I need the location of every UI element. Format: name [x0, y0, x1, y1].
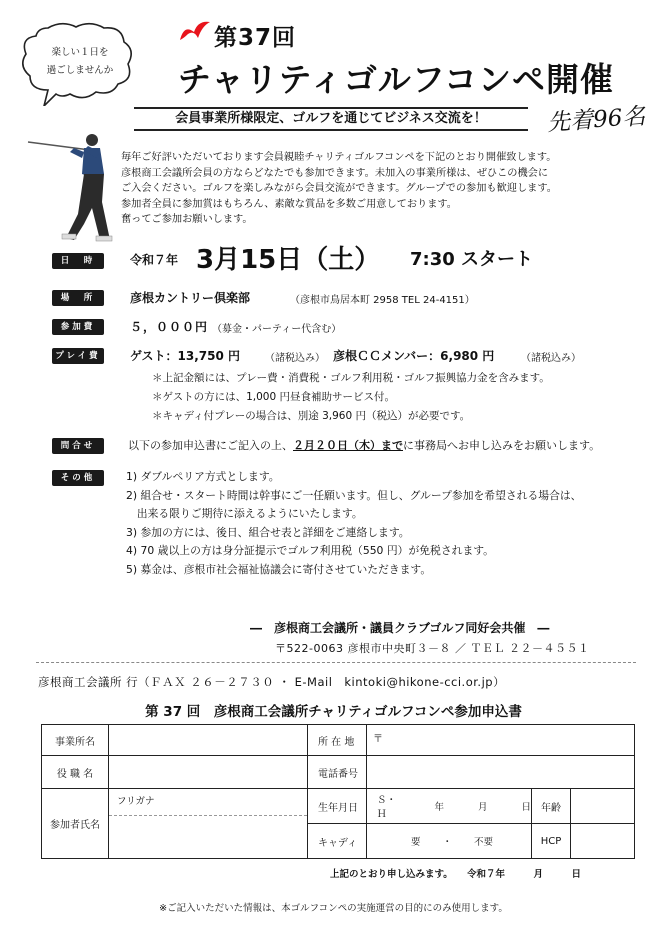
event-ordinal: 第37回 [214, 25, 297, 51]
capacity-label: 先着96名 [546, 103, 647, 137]
label-date: 日 時 [52, 253, 104, 269]
phone-label: 電話番号 [307, 755, 367, 789]
event-date: 3月15日（土） [196, 245, 381, 275]
caddie-field[interactable] [366, 823, 532, 859]
fee-amount: ５，０００円 [130, 320, 209, 334]
play-member-price: 彦根ＣＣメンバー：6,980 円 [333, 349, 495, 363]
birthday-label: 生年月日 [307, 788, 367, 824]
inquiry-after: に事務局へお申し込みをお願いします。 [403, 439, 601, 452]
list-item: 5) 募金は、彦根市社会福祉協議会に寄付させていただきます。 [126, 562, 432, 576]
caddie-no[interactable]: 不要 [474, 837, 494, 848]
birthday-field[interactable] [366, 788, 532, 824]
play-guest-tax: （諸税込み） [265, 353, 325, 364]
label-play: プレイ費 [52, 348, 104, 364]
intro-line: 彦根商工会議所会員の方ならどなたでも参加できます。未加入の事業所様は、ぜひこの機会に [121, 167, 549, 179]
play-note: ＊上記金額には、プレー費・消費税・ゴルフ利用税・ゴルフ振興協力金を含みます。 [152, 372, 550, 384]
golfer-illustration [18, 128, 118, 248]
start-time: 7:30 スタート [410, 249, 534, 270]
list-item: 4) 70 歳以上の方は身分証提示でゴルフ利用税（550 円）が免税されます。 [126, 544, 494, 558]
intro-line: 奮ってご参加お願いします。 [121, 214, 253, 225]
intro-line: 毎年ご好評いただいております会員親睦チャリティゴルフコンペを下記のとおり開催致します。 [121, 152, 557, 163]
birth-day: 日 [521, 802, 531, 813]
birth-year: 年 [434, 802, 444, 813]
hcp-field[interactable] [570, 823, 635, 859]
birth-era: Ｓ・Ｈ [377, 795, 397, 820]
inquiry-text [128, 437, 600, 453]
label-fee: 参加費 [52, 319, 104, 335]
application-form [41, 724, 635, 859]
phone-field[interactable] [366, 755, 635, 789]
label-other: その他 [52, 470, 104, 486]
postal-mark: 〒 [373, 734, 383, 745]
company-field[interactable] [108, 724, 308, 756]
position-field[interactable] [108, 755, 308, 789]
address-label: 所 在 地 [307, 724, 367, 756]
intro-line: ご入会ください。ゴルフを楽しみながら会員交流ができます。グループでの参加も歓迎します。 [121, 183, 557, 194]
fax-line: 彦根商工会議所 行（ＦＡＸ ２６－２７３０ ・ E-Mail kintoki@hikone-cci.or.jp） [38, 675, 506, 689]
intro-text [121, 150, 641, 228]
bubble-text [34, 44, 126, 80]
furigana-label: フリガナ [117, 796, 155, 807]
venue-name: 彦根カントリー倶楽部 [130, 291, 251, 305]
position-label: 役 職 名 [41, 755, 109, 789]
play-guest-price: ゲスト：13,750 円 [130, 349, 241, 363]
form-title: 第 37 回 彦根商工会議所チャリティゴルフコンペ参加申込書 [145, 704, 522, 720]
list-item: 1) ダブルペリア方式とします。 [126, 470, 280, 483]
label-venue: 場 所 [52, 290, 104, 306]
caddie-separator: ・ [442, 837, 453, 848]
apply-line: 上記のとおり申し込みます。 令和７年 月 日 [330, 869, 581, 880]
bubble-line-2: 過ごしませんか [46, 65, 114, 76]
caddie-label: キャディ [307, 823, 367, 859]
company-label: 事業所名 [41, 724, 109, 756]
other-list [126, 468, 581, 580]
inquiry-before: 以下の参加申込書にご記入の上、 [128, 439, 293, 452]
play-note: ＊ゲストの方には、1,000 円昼食補助サービス付。 [152, 391, 395, 403]
caddie-yes[interactable]: 要 [411, 837, 421, 848]
bubble-line-1: 楽しい１日を [51, 47, 109, 58]
list-item: 3) 参加の方には、後日、組合せ表と詳細をご連絡します。 [126, 525, 410, 539]
list-item: 出来る限りご期待に添えるようにいたします。 [126, 507, 363, 521]
cut-line [36, 662, 636, 663]
date-era: 令和７年 [130, 253, 179, 267]
inquiry-deadline: ２月２０日（木）まで [293, 439, 403, 452]
participant-label: 参加者氏名 [41, 788, 109, 859]
play-member-tax: （諸税込み） [521, 353, 581, 364]
sponsor-address: 〒522-0063 彦根市中央町３－８ ／ ＴＥＬ ２２－４５５１ [275, 642, 590, 655]
play-note: ＊キャディ付プレーの場合は、別途 3,960 円（税込）が必要です。 [152, 410, 471, 422]
page-title: チャリティゴルフコンペ開催 [178, 60, 615, 99]
sponsor-name: ― 彦根商工会議所・議員クラブゴルフ同好会共催 ― [250, 621, 550, 635]
fee-note: （募金・パーティー代含む） [212, 324, 342, 335]
address-field[interactable] [366, 724, 635, 756]
label-inquiry: 問合せ [52, 438, 104, 454]
logo-icon [176, 18, 212, 46]
age-label: 年齢 [531, 788, 571, 824]
furigana-divider [109, 815, 307, 816]
hcp-label: HCP [531, 823, 571, 859]
participant-field[interactable] [108, 788, 308, 859]
subtitle: 会員事業所様限定、ゴルフを通じてビジネス交流を！ [134, 107, 528, 131]
list-item: 2) 組合せ・スタート時間は幹事にご一任願います。但し、グループ参加を希望される場合は、 [126, 488, 582, 502]
intro-line: 参加者全員に参加賞はもちろん、素敵な賞品を多数ご用意しております。 [121, 198, 457, 210]
age-field[interactable] [570, 788, 635, 824]
speech-bubble [18, 20, 136, 106]
privacy-note: ※ご記入いただいた情報は、本ゴルフコンペの実施運営の目的にのみ使用します。 [159, 903, 508, 914]
birth-month: 月 [477, 802, 488, 813]
venue-address: （彦根市鳥居本町 2958 TEL 24-4151） [290, 295, 475, 306]
